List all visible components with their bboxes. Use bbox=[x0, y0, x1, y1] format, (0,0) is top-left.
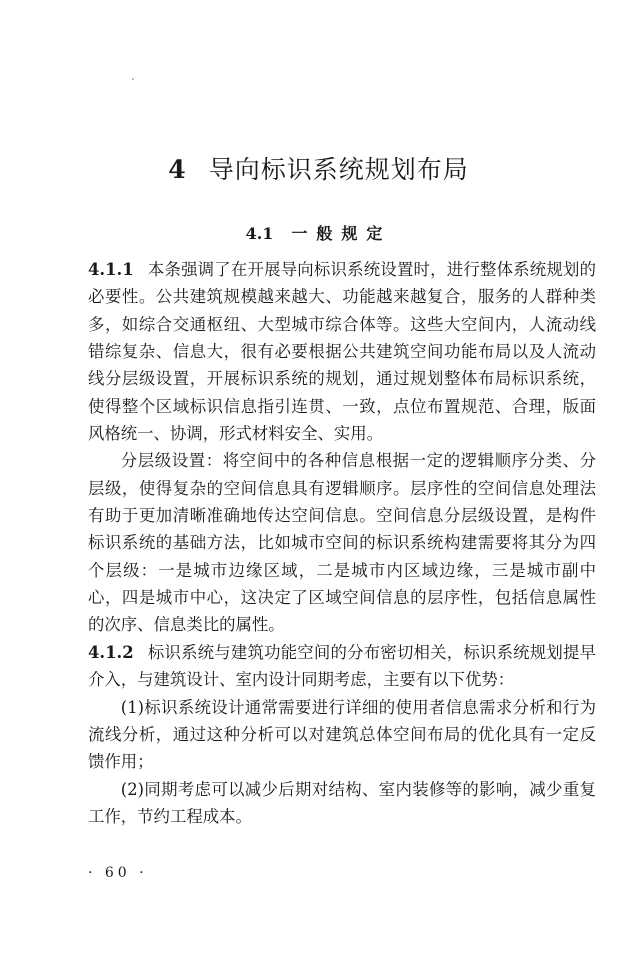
section-title-text: 一般规定 bbox=[291, 224, 392, 243]
clause-4-1-1-paragraph bbox=[88, 256, 596, 447]
section-title bbox=[0, 221, 637, 244]
clause-text: 本条强调了在开展导向标识系统设置时，进行整体系统规划的必要性。公共建筑规模越来越大、功能越来越复合，服务的人群种类多，如综合交通枢纽、大型城市综合体等。这些大空间内，人流动线错综复杂、信息大，很有必要根据公共建筑空间功能布局以及人流动线分层级设置，开展标识系统的规划，通过规划整体布局标识系统，使得整个区域标识信息指引连贯、一致，点位布置规范、合理，版面风格统一、协调，形式材料安全、实用。 bbox=[88, 260, 596, 444]
scan-speck bbox=[132, 78, 134, 80]
clause-4-1-1-paragraph-2: 分层级设置：将空间中的各种信息根据一定的逻辑顺序分类、分层级，使得复杂的空间信息具有逻辑顺序。层序性的空间信息处理法有助于更加清晰准确地传达空间信息。空间信息分层级设置，是构件标识系统的基础方法，比如城市空间的标识系统构建需要将其分为四个层级：一是城市边缘区域，二是城市内区域边缘，三是城市副中心，四是城市中心，这决定了区域空间信息的层序性，包括信息属性的次序、信息类比的属性。 bbox=[88, 451, 596, 635]
clause-number: 4.1.1 bbox=[88, 260, 134, 279]
section-number: 4.1 bbox=[245, 224, 274, 243]
body-text bbox=[88, 256, 596, 830]
chapter-title-text: 导向标识系统规划布局 bbox=[208, 155, 469, 184]
list-item-2: (2)同期考虑可以减少后期对结构、室内装修等的影响，减少重复工作，节约工程成本。 bbox=[88, 779, 596, 826]
clause-number: 4.1.2 bbox=[88, 642, 134, 662]
page-number: · 60 · bbox=[88, 865, 148, 881]
chapter-title bbox=[0, 150, 637, 186]
clause-text: 标识系统与建筑功能空间的分布密切相关，标识系统规划提早介入，与建筑设计、室内设计同期考虑，主要有以下优势： bbox=[88, 642, 596, 690]
list-item-1: (1)标识系统设计通常需要进行详细的使用者信息需求分析和行为流线分析，通过这种分析可以对建筑总体空间布局的优化具有一定反馈作用； bbox=[88, 697, 596, 772]
clause-4-1-2-paragraph bbox=[88, 639, 596, 694]
chapter-number: 4 bbox=[168, 155, 187, 184]
